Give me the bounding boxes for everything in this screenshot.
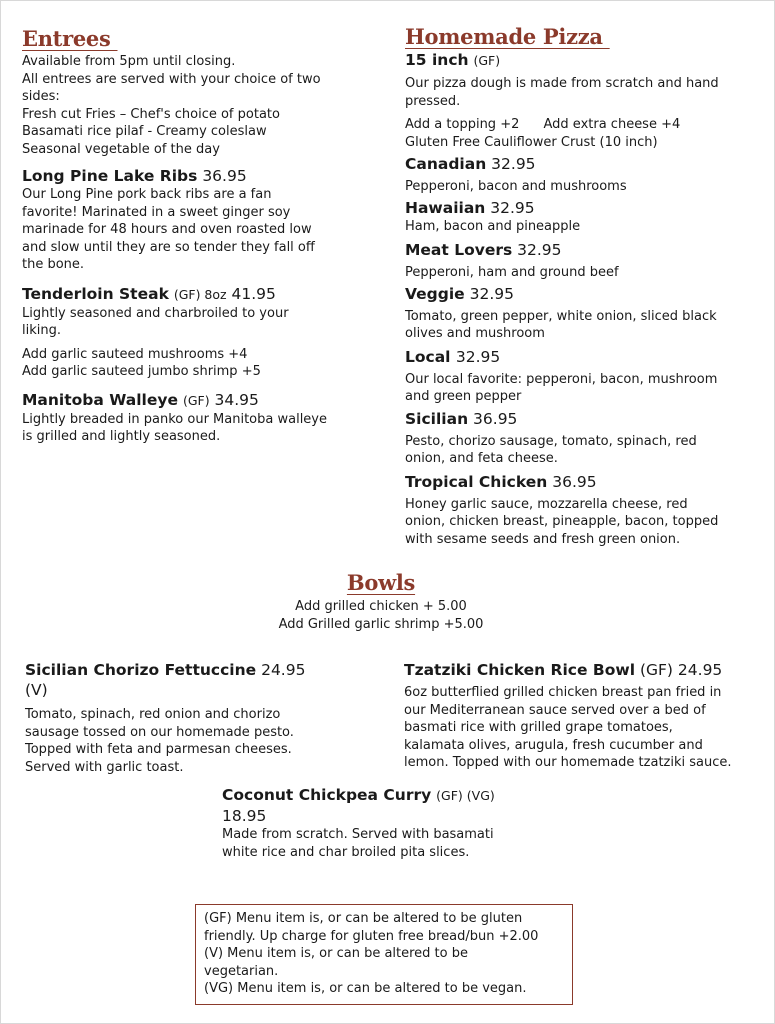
pizza-meat-lovers-heading bbox=[405, 240, 765, 260]
desc-line: Tomato, spinach, red onion and chorizo bbox=[25, 707, 281, 722]
desc-line: is grilled and lightly seasoned. bbox=[22, 429, 221, 444]
menu-item-steak-heading bbox=[22, 284, 372, 305]
desc-line: white rice and char broiled pita slices. bbox=[222, 844, 470, 860]
legend-line: (VG) Menu item is, or can be altered to be vegan. bbox=[204, 981, 527, 996]
desc-line: Ham, bacon and pineapple bbox=[405, 218, 581, 234]
desc-line: onion, and feta cheese. bbox=[405, 451, 558, 466]
fettuccine-description bbox=[25, 706, 355, 776]
pizza-description bbox=[405, 178, 765, 196]
bowls-addon-line: Add Grilled garlic shrimp +5.00 bbox=[278, 616, 484, 632]
desc-line: with sesame seeds and fresh green onion. bbox=[405, 531, 681, 547]
legend-line: vegetarian. bbox=[204, 963, 279, 979]
item-price: 32.95 bbox=[455, 347, 501, 366]
menu-item-walleye-heading bbox=[22, 390, 372, 411]
pizza-column bbox=[405, 50, 765, 548]
desc-line: olives and mushroom bbox=[405, 326, 545, 341]
item-name: Veggie bbox=[405, 284, 465, 303]
entrees-intro bbox=[22, 53, 372, 158]
pizza-veggie-heading bbox=[405, 284, 765, 304]
item-tag: (GF) bbox=[182, 392, 210, 408]
bowls-addons bbox=[0, 598, 762, 633]
ribs-description bbox=[22, 186, 372, 274]
desc-line: favorite! Marinated in a sweet ginger soy bbox=[22, 204, 291, 220]
item-price: 36.95 bbox=[552, 472, 597, 491]
desc-line: sausage tossed on our homemade pesto. bbox=[25, 724, 294, 740]
tzatziki-heading bbox=[404, 660, 769, 680]
legend-line: (GF) Menu item is, or can be altered to be gluten bbox=[204, 911, 523, 926]
desc-line: 6oz butterflied grilled chicken breast pan fried in bbox=[404, 685, 722, 700]
desc-line: Made from scratch. Served with basamati bbox=[222, 827, 494, 842]
pizza-options bbox=[405, 116, 765, 151]
desc-line: Served with garlic toast. bbox=[25, 759, 184, 775]
desc-line: Our local favorite: pepperoni, bacon, mushroom bbox=[405, 371, 718, 387]
dietary-legend-box bbox=[195, 904, 573, 1005]
item-name: Tropical Chicken bbox=[405, 472, 548, 491]
bowl-fettuccine bbox=[25, 660, 355, 776]
pizza-title: Homemade Pizza bbox=[405, 24, 610, 49]
pizza-description bbox=[405, 371, 765, 406]
intro-line: Seasonal vegetable of the day bbox=[22, 141, 220, 157]
intro-line: All entrees are served with your choice of two bbox=[22, 71, 321, 87]
item-tag: (V) bbox=[25, 681, 48, 699]
desc-line: Lightly breaded in panko our Manitoba walleye bbox=[22, 411, 327, 427]
desc-line: the bone. bbox=[22, 257, 85, 272]
item-price: 32.95 bbox=[517, 241, 562, 259]
steak-description bbox=[22, 305, 372, 340]
desc-line: basmati rice with grilled grape tomatoes, bbox=[404, 720, 673, 735]
intro-line: Fresh cut Fries – Chef's choice of potato bbox=[22, 106, 280, 122]
legend-line: friendly. Up charge for gluten free bread/bun +2.00 bbox=[204, 928, 539, 944]
entrees-title: Entrees bbox=[22, 26, 118, 51]
pizza-size-label: 15 inch bbox=[405, 51, 469, 69]
item-price: 36.95 bbox=[202, 167, 247, 185]
desc-line: Pepperoni, ham and ground beef bbox=[405, 265, 619, 280]
pizza-addon-row bbox=[405, 116, 765, 134]
intro-line: Basamati rice pilaf - Creamy coleslaw bbox=[22, 124, 267, 139]
desc-line: lemon. Topped with our homemade tzatziki sauce. bbox=[404, 755, 732, 770]
desc-line: Topped with feta and parmesan cheeses. bbox=[25, 742, 292, 757]
item-name: Manitoba Walleye bbox=[22, 390, 178, 409]
intro-line: Available from 5pm until closing. bbox=[22, 54, 236, 69]
menu-item-ribs-heading bbox=[22, 166, 372, 186]
curry-heading bbox=[222, 785, 552, 806]
desc-line: Lightly seasoned and charbroiled to your bbox=[22, 305, 289, 321]
entrees-column bbox=[22, 53, 372, 446]
fettuccine-heading bbox=[25, 660, 355, 680]
item-price: 32.95 bbox=[469, 284, 514, 303]
intro-line: sides: bbox=[22, 89, 60, 104]
desc-line: our Mediterranean sauce served over a bed of bbox=[404, 702, 706, 718]
desc-line: pressed. bbox=[405, 93, 461, 109]
item-price: 41.95 bbox=[231, 284, 276, 303]
item-price: 34.95 bbox=[214, 390, 259, 409]
item-name: Tzatziki Chicken Rice Bowl bbox=[404, 661, 636, 679]
desc-line: Our Long Pine pork back ribs are a fan bbox=[22, 187, 272, 202]
desc-line: kalamata olives, arugula, fresh cucumber and bbox=[404, 737, 703, 753]
desc-line: liking. bbox=[22, 323, 61, 338]
crust-option: Gluten Free Cauliflower Crust (10 inch) bbox=[405, 134, 658, 150]
item-tag: (GF) bbox=[639, 661, 673, 679]
tzatziki-description bbox=[404, 684, 769, 772]
item-price: 18.95 bbox=[222, 807, 267, 825]
pizza-description bbox=[405, 218, 765, 236]
desc-line: and slow until they are so tender they fall off bbox=[22, 239, 315, 255]
item-name: Meat Lovers bbox=[405, 241, 513, 259]
pizza-list bbox=[405, 154, 765, 548]
item-tag: (GF) 8oz bbox=[173, 286, 227, 302]
pizza-canadian-heading bbox=[405, 154, 765, 174]
desc-line: Honey garlic sauce, mozzarella cheese, red bbox=[405, 496, 688, 512]
bowl-tzatziki bbox=[404, 660, 769, 772]
item-name: Hawaiian bbox=[405, 198, 486, 217]
addon-line: Add garlic sauteed mushrooms +4 bbox=[22, 346, 248, 362]
item-tag: (GF) bbox=[473, 53, 501, 68]
item-name: Local bbox=[405, 347, 456, 366]
bowls-addon-line: Add grilled chicken + 5.00 bbox=[295, 599, 467, 614]
item-price: 32.95 bbox=[490, 198, 535, 217]
item-tag: (GF) (VG) bbox=[436, 788, 495, 803]
pizza-local-heading bbox=[405, 347, 765, 367]
walleye-description bbox=[22, 411, 372, 446]
bowl-curry bbox=[222, 785, 552, 861]
desc-line: marinade for 48 hours and oven roasted low bbox=[22, 222, 312, 237]
pizza-description bbox=[405, 433, 765, 468]
pizza-description bbox=[405, 264, 765, 282]
pizza-description bbox=[405, 496, 765, 549]
pizza-intro bbox=[405, 75, 765, 110]
desc-line: Our pizza dough is made from scratch and hand bbox=[405, 76, 719, 91]
pizza-description bbox=[405, 308, 765, 343]
item-name: Tenderloin Steak bbox=[22, 284, 169, 303]
desc-line: Tomato, green pepper, white onion, sliced black bbox=[405, 308, 717, 324]
legend-line: (V) Menu item is, or can be altered to be bbox=[204, 946, 468, 961]
desc-line: Pepperoni, bacon and mushrooms bbox=[405, 179, 627, 194]
item-name: Sicilian Chorizo Fettuccine bbox=[25, 661, 257, 679]
topping-option: Add a topping +2 bbox=[405, 117, 520, 132]
item-price: 36.95 bbox=[473, 409, 518, 428]
pizza-tropical-heading bbox=[405, 472, 765, 492]
pizza-sicilian-heading bbox=[405, 409, 765, 429]
pizza-size-heading bbox=[405, 50, 765, 71]
pizza-hawaiian-heading bbox=[405, 198, 765, 218]
bowls-title: Bowls bbox=[346, 570, 416, 595]
item-name: Canadian bbox=[405, 155, 487, 173]
item-price: 24.95 bbox=[261, 661, 306, 679]
cheese-option: Add extra cheese +4 bbox=[543, 117, 681, 132]
item-price: 32.95 bbox=[491, 155, 536, 173]
desc-line: Pesto, chorizo sausage, tomato, spinach, red bbox=[405, 433, 697, 449]
item-name: Coconut Chickpea Curry bbox=[222, 786, 432, 804]
item-name: Long Pine Lake Ribs bbox=[22, 167, 198, 185]
steak-addons bbox=[22, 346, 372, 381]
curry-description bbox=[222, 826, 552, 861]
item-name: Sicilian bbox=[405, 409, 469, 428]
item-price: 24.95 bbox=[677, 661, 723, 679]
desc-line: and green pepper bbox=[405, 389, 522, 404]
desc-line: onion, chicken breast, pineapple, bacon, topped bbox=[405, 514, 719, 529]
addon-line: Add garlic sauteed jumbo shrimp +5 bbox=[22, 364, 261, 379]
